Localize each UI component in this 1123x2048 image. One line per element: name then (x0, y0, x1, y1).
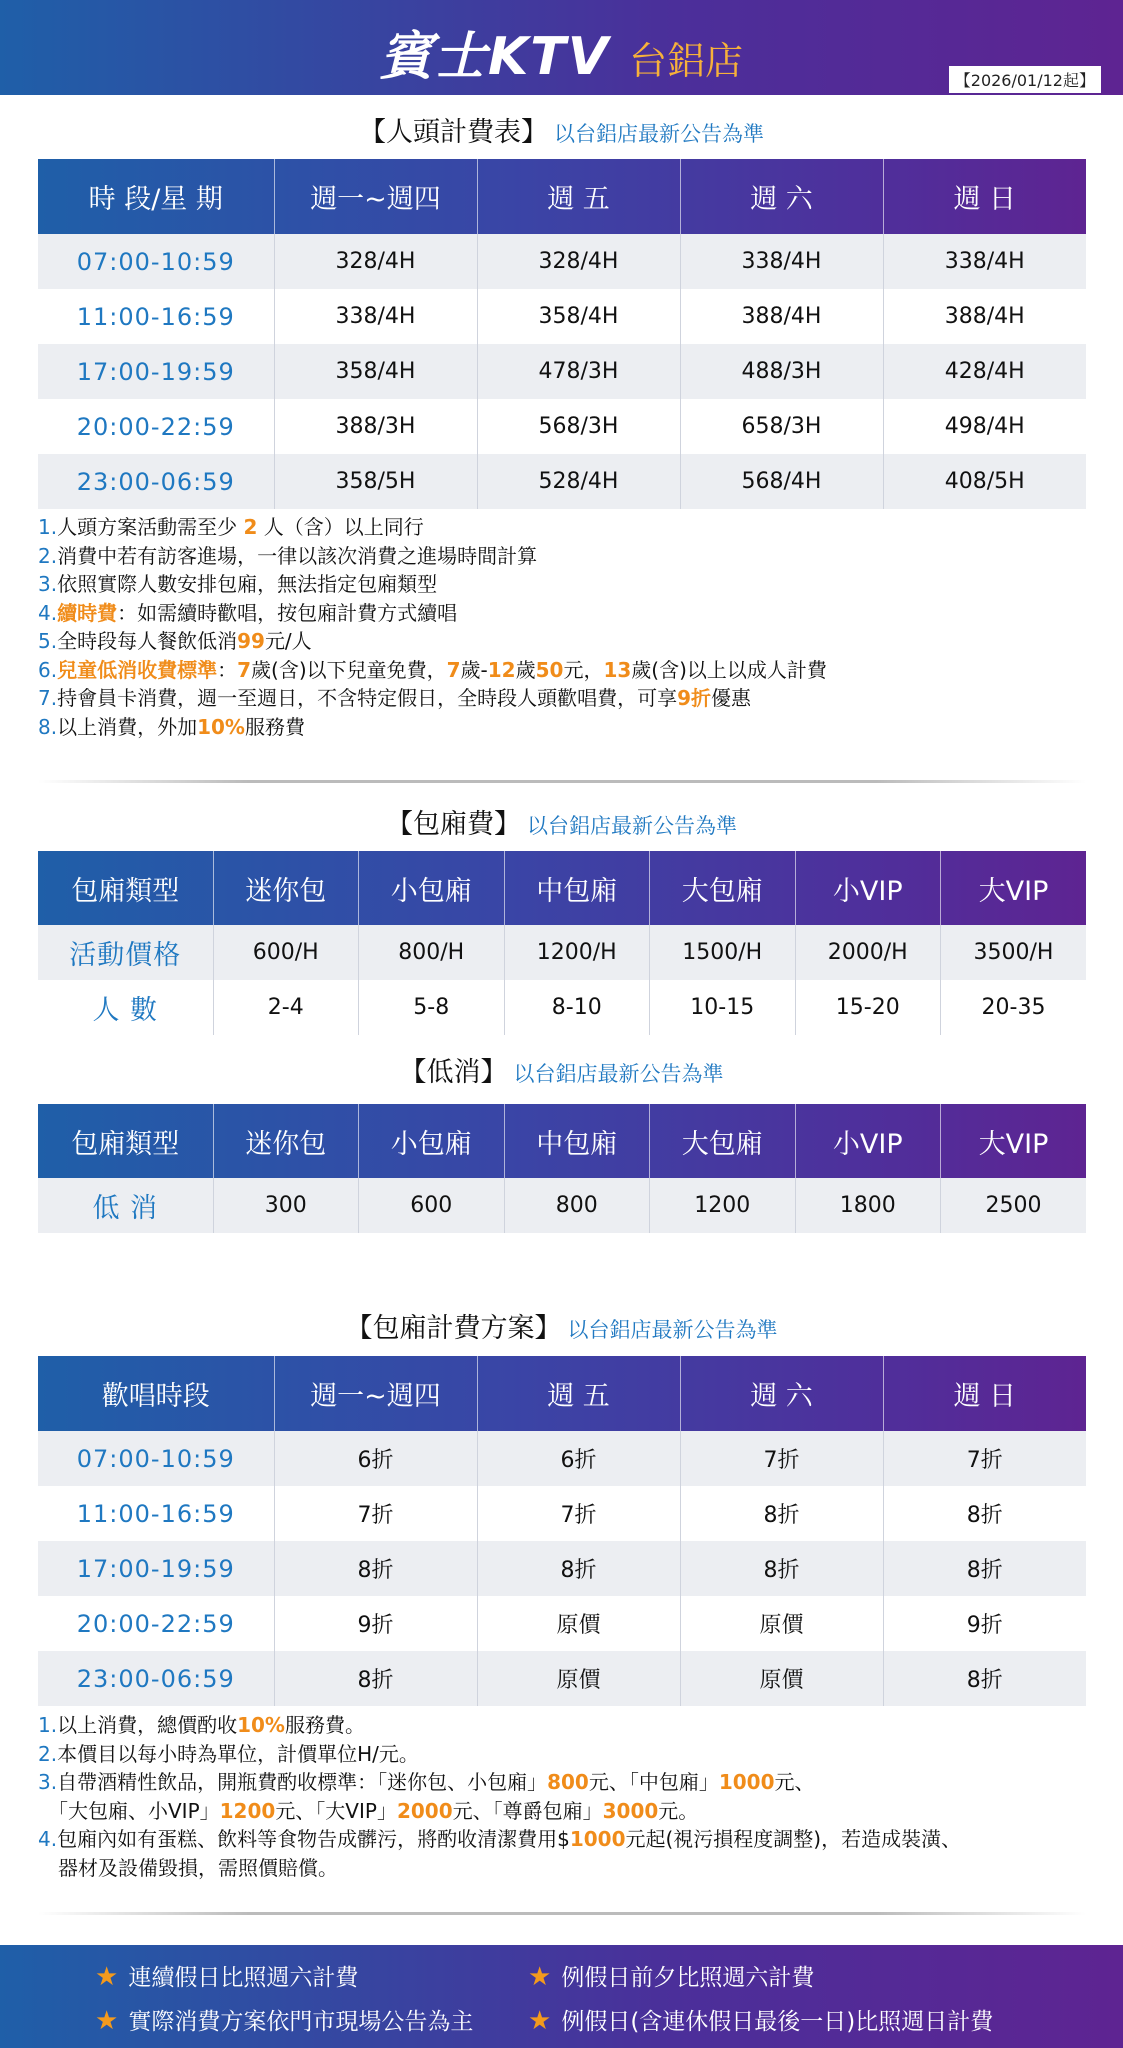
table-header-row (38, 851, 1086, 925)
effective-date: 【2026/01/12起】 (949, 66, 1101, 93)
note-line (38, 627, 1098, 656)
note-line (38, 1797, 1098, 1826)
column-header: 大包廂 (650, 851, 796, 925)
note-text: 包廂內如有蛋糕、飲料等食物告成髒污，將酌收清潔費用$ (57, 1827, 570, 1851)
note-highlight: 7 (237, 657, 252, 682)
note-line (38, 513, 1098, 542)
table-cell: 8折 (274, 1541, 477, 1596)
note-highlight: 99 (237, 629, 265, 653)
footer-item (95, 2003, 473, 2036)
column-header: 週 日 (883, 1356, 1086, 1431)
note-text: 消費中若有訪客進場，一律以該次消費之進場時間計算 (57, 543, 538, 568)
column-header: 週 六 (680, 1356, 883, 1431)
note-text: 元、 (774, 1770, 815, 1794)
min-spend-heading (0, 1050, 1123, 1089)
table-cell: 5-8 (359, 980, 505, 1035)
room-plan-heading (0, 1306, 1123, 1345)
note-highlight: 2 (243, 515, 258, 539)
note-text: 元、「尊爵包廂」 (452, 1798, 603, 1823)
footer-item-text: 連續假日比照週六計費 (128, 1965, 359, 1991)
store-name: 台鋁店 (629, 39, 744, 83)
note-text: 本價目以每小時為單位，計價單位H/元。 (57, 1741, 419, 1766)
note-text: 以上消費，總價酌收 (57, 1713, 238, 1737)
note-line (38, 1768, 1098, 1797)
footer-item-text: 例假日(含連休假日最後一日)比照週日計費 (561, 2009, 994, 2035)
table-cell: 408/5H (883, 454, 1086, 509)
note-highlight: 12 (487, 657, 516, 682)
note-line (38, 570, 1098, 599)
header-banner (0, 0, 1123, 95)
note-text: 元、「中包廂」 (588, 1770, 719, 1794)
note-highlight: 1200 (219, 1798, 276, 1823)
room-fee-title: 【包廂費】 (386, 809, 521, 840)
table-cell: 568/4H (680, 454, 883, 509)
row-label: 07:00-10:59 (38, 234, 274, 289)
table-header-row (38, 1356, 1086, 1431)
person-table-title: 【人頭計費表】 (359, 117, 548, 148)
note-number: 8. (38, 714, 58, 739)
note-text: 持會員卡消費，週一至週日，不含特定假日，全時段人頭歡唱費，可享 (57, 686, 678, 710)
column-header: 大VIP (941, 1104, 1087, 1178)
note-number: 2. (38, 1741, 58, 1766)
table-cell: 358/4H (274, 344, 477, 399)
row-label: 人 數 (38, 980, 213, 1035)
note-text: 自帶酒精性飲品，開瓶費酌收標準：「迷你包、小包廂」 (57, 1770, 548, 1794)
table-cell: 358/5H (274, 454, 477, 509)
table-cell: 300 (213, 1178, 359, 1233)
table-row (38, 234, 1086, 289)
room-plan-note: 以台鋁店最新公告為準 (567, 1318, 778, 1342)
table-cell: 8折 (883, 1486, 1086, 1541)
table-cell: 1500/H (650, 925, 796, 980)
divider (38, 1912, 1086, 1915)
room-fee-table (38, 851, 1086, 1035)
note-highlight: 10% (237, 1713, 285, 1737)
column-header: 小包廂 (359, 1104, 505, 1178)
note-text: 服務費。 (284, 1713, 365, 1737)
row-label: 11:00-16:59 (38, 289, 274, 344)
table-cell: 338/4H (883, 234, 1086, 289)
note-number: 1. (38, 1713, 58, 1737)
note-text: 歲 (515, 657, 536, 682)
column-header: 迷你包 (213, 851, 359, 925)
table-cell: 328/4H (477, 234, 680, 289)
table-cell: 488/3H (680, 344, 883, 399)
note-line (38, 1711, 1098, 1740)
note-text: 人（含）以上同行 (257, 515, 424, 539)
table-cell: 388/4H (883, 289, 1086, 344)
note-highlight: 2000 (396, 1798, 453, 1823)
table-cell: 478/3H (477, 344, 680, 399)
column-header: 週 日 (883, 159, 1086, 234)
table-cell: 2500 (941, 1178, 1087, 1233)
table-cell: 358/4H (477, 289, 680, 344)
table-cell: 9折 (274, 1596, 477, 1651)
column-header: 中包廂 (504, 851, 650, 925)
table-row (38, 1596, 1086, 1651)
footer-item-text: 實際消費方案依門市現場公告為主 (128, 2009, 474, 2035)
person-fee-table (38, 159, 1086, 509)
column-header: 迷你包 (213, 1104, 359, 1178)
note-line (38, 599, 1098, 628)
column-header: 週 五 (477, 1356, 680, 1431)
person-notes (38, 513, 1098, 741)
divider (38, 780, 1086, 783)
column-header: 小VIP (795, 1104, 941, 1178)
table-cell: 10-15 (650, 980, 796, 1035)
row-label: 07:00-10:59 (38, 1431, 274, 1486)
brand-logo: 賓士KTV (379, 27, 610, 87)
table-cell: 338/4H (274, 289, 477, 344)
note-text: 歲(含)以上以成人計費 (631, 657, 827, 682)
column-header: 大VIP (941, 851, 1087, 925)
table-cell: 6折 (274, 1431, 477, 1486)
note-line (38, 542, 1098, 571)
note-highlight: 1000 (569, 1827, 626, 1851)
row-label: 活動價格 (38, 925, 213, 980)
table-row (38, 1178, 1086, 1233)
table-row (38, 1541, 1086, 1596)
table-row (38, 289, 1086, 344)
row-label: 17:00-19:59 (38, 344, 274, 399)
note-text: 元， (563, 657, 604, 682)
table-cell: 2-4 (213, 980, 359, 1035)
table-cell: 原價 (680, 1651, 883, 1706)
note-highlight: 800 (547, 1770, 589, 1794)
note-line (38, 684, 1098, 713)
note-number: 7. (38, 686, 58, 710)
table-cell: 658/3H (680, 399, 883, 454)
table-cell: 7折 (274, 1486, 477, 1541)
note-number: 4. (38, 1827, 58, 1851)
table-cell: 8折 (477, 1541, 680, 1596)
note-line (38, 1740, 1098, 1769)
table-cell: 9折 (883, 1596, 1086, 1651)
table-cell: 1200/H (504, 925, 650, 980)
table-cell: 600 (359, 1178, 505, 1233)
note-highlight: 3000 (602, 1798, 659, 1823)
note-line (38, 713, 1098, 742)
note-text: 元/人 (264, 629, 312, 653)
table-cell: 388/3H (274, 399, 477, 454)
table-cell: 600/H (213, 925, 359, 980)
table-cell: 2000/H (795, 925, 941, 980)
person-table-heading (0, 110, 1123, 149)
table-cell: 800 (504, 1178, 650, 1233)
table-row (38, 344, 1086, 399)
room-notes (38, 1711, 1098, 1882)
column-header: 包廂類型 (71, 1128, 180, 1160)
column-header: 小VIP (795, 851, 941, 925)
note-text: ： (217, 657, 238, 682)
column-header: 大包廂 (650, 1104, 796, 1178)
room-plan-title: 【包廂計費方案】 (345, 1313, 562, 1344)
note-highlight: 9折 (677, 686, 712, 710)
table-cell: 8-10 (504, 980, 650, 1035)
min-spend-note: 以台鋁店最新公告為準 (513, 1062, 724, 1086)
note-text: 歲(含)以下兒童免費， (251, 657, 447, 682)
note-text: 「大包廂、小VIP」 (38, 1798, 220, 1823)
table-cell: 6折 (477, 1431, 680, 1486)
table-row (38, 1486, 1086, 1541)
table-cell: 528/4H (477, 454, 680, 509)
person-table-note: 以台鋁店最新公告為準 (554, 122, 764, 146)
column-header: 週 六 (680, 159, 883, 234)
column-header: 小包廂 (359, 851, 505, 925)
table-cell: 8折 (274, 1651, 477, 1706)
table-row (38, 925, 1086, 980)
table-cell: 328/4H (274, 234, 477, 289)
column-header: 歡唱時段 (101, 1381, 210, 1412)
table-cell: 7折 (883, 1431, 1086, 1486)
table-row (38, 1651, 1086, 1706)
footer-item (95, 1959, 358, 1992)
note-highlight: 續時費 (57, 600, 118, 625)
note-text: 歲- (460, 657, 488, 682)
star-icon: ★ (95, 1962, 119, 1992)
table-cell: 428/4H (883, 344, 1086, 399)
table-cell: 3500/H (941, 925, 1087, 980)
note-highlight: 13 (603, 657, 632, 682)
note-highlight: 50 (535, 657, 564, 682)
note-number: 2. (38, 543, 58, 568)
table-cell: 498/4H (883, 399, 1086, 454)
row-label: 23:00-06:59 (38, 454, 274, 509)
table-cell: 20-35 (941, 980, 1087, 1035)
table-cell: 388/4H (680, 289, 883, 344)
table-cell: 7折 (477, 1486, 680, 1541)
table-cell: 原價 (477, 1651, 680, 1706)
note-text: 優惠 (711, 686, 752, 710)
column-header: 中包廂 (504, 1104, 650, 1178)
column-header: 週一~週四 (274, 159, 477, 234)
footer-item (528, 1959, 814, 1992)
table-cell: 1200 (650, 1178, 796, 1233)
star-icon: ★ (528, 2006, 552, 2036)
row-label: 低 消 (38, 1178, 213, 1233)
table-cell: 338/4H (680, 234, 883, 289)
star-icon: ★ (95, 2006, 119, 2036)
note-text: 元。 (658, 1798, 699, 1823)
note-number: 4. (38, 600, 58, 625)
table-cell: 15-20 (795, 980, 941, 1035)
column-header: 時 段/星 期 (88, 184, 223, 215)
note-highlight: 7 (446, 657, 461, 682)
note-text: 以上消費，外加 (57, 714, 198, 739)
column-header: 週一~週四 (274, 1356, 477, 1431)
column-header: 包廂類型 (71, 875, 180, 907)
table-cell: 原價 (680, 1596, 883, 1651)
table-row (38, 399, 1086, 454)
note-highlight: 兒童低消收費標準 (57, 657, 218, 682)
row-label: 11:00-16:59 (38, 1486, 274, 1541)
note-text: 服務費 (244, 714, 305, 739)
note-number: 5. (38, 629, 58, 653)
row-label: 20:00-22:59 (38, 1596, 274, 1651)
table-row (38, 1431, 1086, 1486)
row-label: 23:00-06:59 (38, 1651, 274, 1706)
column-header: 週 五 (477, 159, 680, 234)
room-fee-note: 以台鋁店最新公告為準 (527, 814, 737, 838)
note-text: 人頭方案活動需至少 (57, 515, 244, 539)
note-number: 3. (38, 1770, 58, 1794)
table-row (38, 454, 1086, 509)
table-cell: 8折 (680, 1486, 883, 1541)
note-line (38, 1854, 1098, 1883)
note-highlight: 1000 (718, 1770, 775, 1794)
footer-item-text: 例假日前夕比照週六計費 (561, 1965, 815, 1991)
star-icon: ★ (528, 1962, 552, 1992)
row-label: 17:00-19:59 (38, 1541, 274, 1596)
note-line (38, 1825, 1098, 1854)
note-text: 依照實際人數安排包廂，無法指定包廂類型 (57, 572, 438, 596)
table-cell: 1800 (795, 1178, 941, 1233)
footer-item (528, 2003, 993, 2036)
note-highlight: 10% (197, 714, 245, 739)
table-header-row (38, 1104, 1086, 1178)
row-label: 20:00-22:59 (38, 399, 274, 454)
note-text: 全時段每人餐飲低消 (57, 629, 238, 653)
table-cell: 8折 (883, 1651, 1086, 1706)
table-cell: 7折 (680, 1431, 883, 1486)
note-number: 6. (38, 657, 58, 682)
footer-banner (0, 1945, 1123, 2048)
table-cell: 原價 (477, 1596, 680, 1651)
table-cell: 568/3H (477, 399, 680, 454)
note-line (38, 656, 1098, 685)
note-number: 1. (38, 515, 58, 539)
note-text: ：如需續時歡唱，按包廂計費方式續唱 (117, 600, 458, 625)
room-plan-table (38, 1356, 1086, 1706)
table-cell: 800/H (359, 925, 505, 980)
table-row (38, 980, 1086, 1035)
min-spend-title: 【低消】 (399, 1057, 508, 1088)
note-text: 器材及設備毀損，需照價賠償。 (38, 1855, 338, 1880)
note-number: 3. (38, 572, 58, 596)
table-header-row (38, 159, 1086, 234)
note-text: 元起(視污損程度調整)，若造成裝潢、 (625, 1827, 962, 1851)
table-cell: 8折 (680, 1541, 883, 1596)
note-text: 元、「大VIP」 (275, 1798, 397, 1823)
min-spend-table (38, 1104, 1086, 1233)
table-cell: 8折 (883, 1541, 1086, 1596)
room-fee-heading (0, 802, 1123, 841)
